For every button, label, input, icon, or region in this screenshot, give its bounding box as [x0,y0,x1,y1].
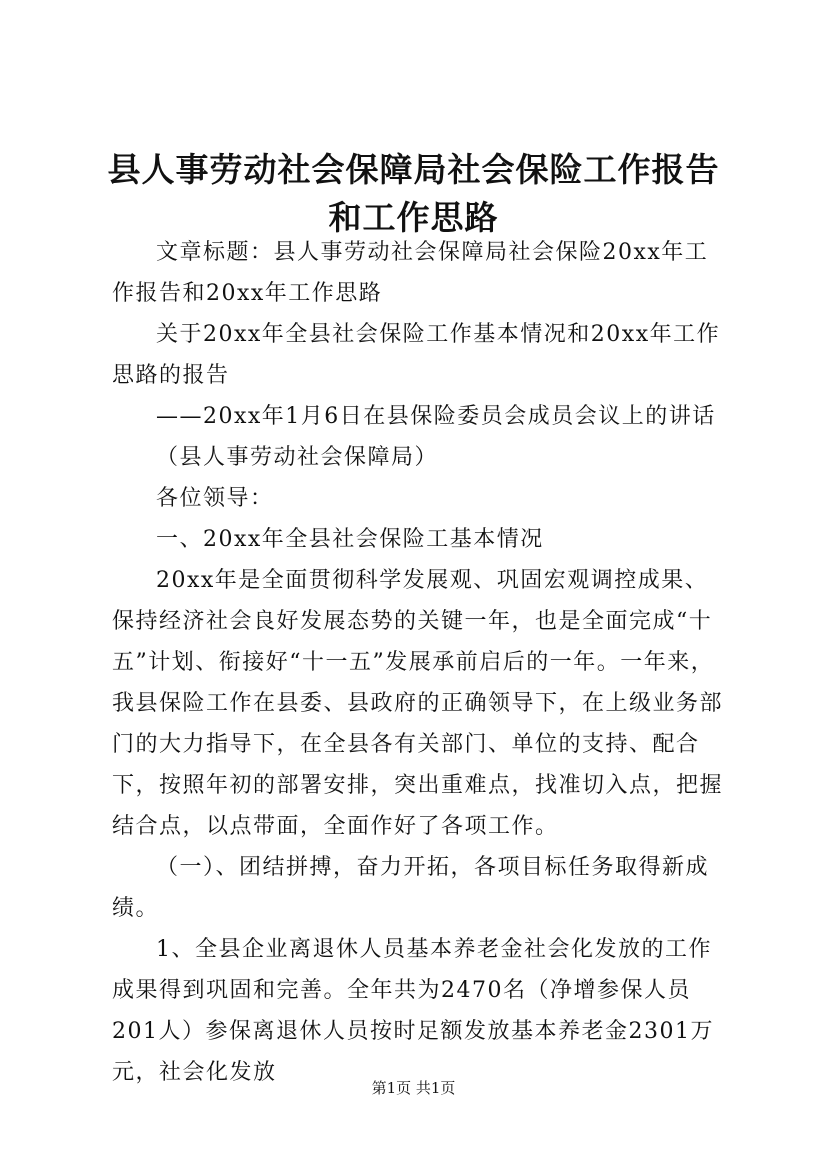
paragraph-article-title: 文章标题：县人事劳动社会保障局社会保险20xx年工作报告和20xx年工作思路 [112,240,709,306]
paragraph-report-title: 关于20xx年全县社会保险工作基本情况和20xx年工作思路的报告 [112,322,721,388]
section-heading-1: 一、20xx年全县社会保险工基本情况 [156,527,544,552]
document-title: 县人事劳动社会保障局社会保险工作报告和工作思路 [107,150,720,237]
subsection-heading-1: （一）、团结拼搏，奋力开拓，各项目标任务取得新成绩。 [112,855,710,921]
paragraph-item-1: 1、全县企业离退休人员基本养老金社会化发放的工作成果得到巩固和完善。全年共为2470名（净增参保人员201人）参保离退休人员按时足额发放基本养老金2301万元，社会化发放 [112,937,714,1085]
paragraph-issuer: （县人事劳动社会保障局） [156,445,439,470]
document-body [112,232,724,1093]
paragraph-speech-date: ——20xx年1月6日在县保险委员会成员会议上的讲话 [156,404,716,429]
page-footer: 第1页 共1页 [371,1079,456,1097]
paragraph-salutation: 各位领导： [156,486,274,511]
paragraph-overview: 20xx年是全面贯彻科学发展观、巩固宏观调控成果、保持经济社会良好发展态势的关键一年，也是全面完成“十五”计划、衔接好“十一五”发展承前启后的一年。一年来，我县保险工作在县委、县政府的正确领导下，在上级业务部门的大力指导下，在全县各有关部门、单位的支持、配合下，按照年初的部署安排，突出重难点，找准切入点，把握结合点，以点带面，全面作好了各项工作。 [112,568,724,839]
